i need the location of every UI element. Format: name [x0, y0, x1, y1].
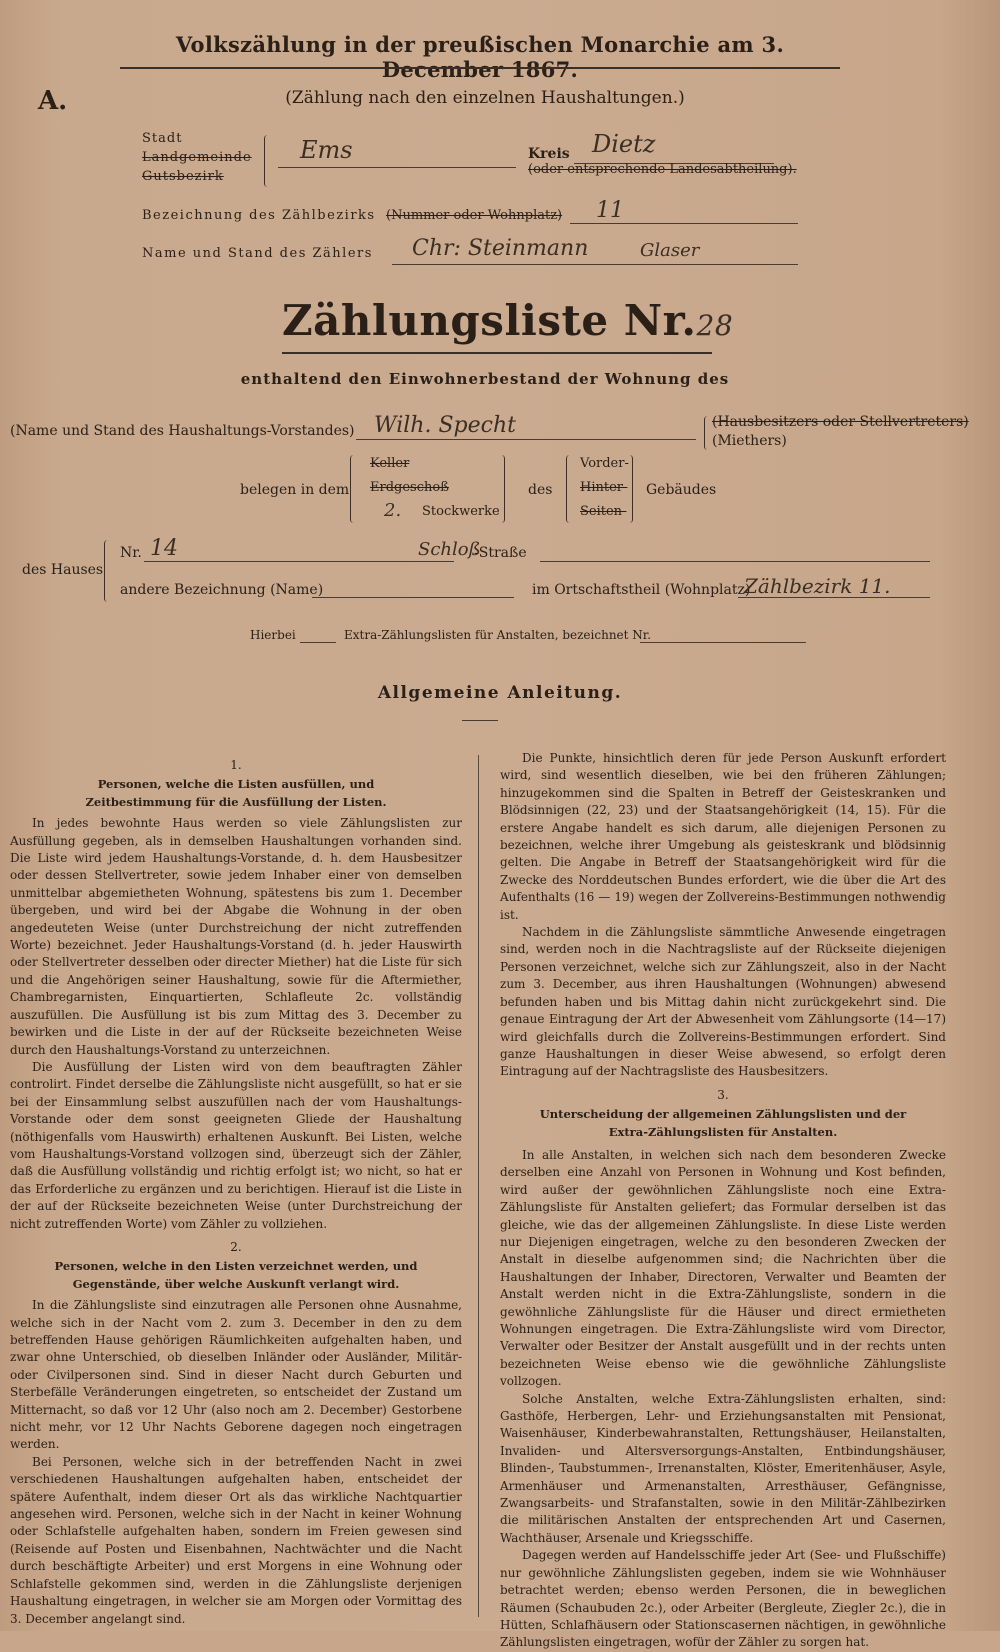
seiten-label: Seiten- — [580, 504, 627, 519]
zaehler-stand: Glaser — [640, 240, 700, 261]
keller-label: Keller — [370, 456, 410, 471]
stockwerk-value: 2. — [384, 500, 402, 521]
gebaeude-brace-right — [626, 455, 633, 523]
zaehler-label: Name und Stand des Zählers — [142, 246, 373, 261]
heading-underline — [462, 720, 498, 721]
andere-line — [312, 597, 514, 598]
landesabtheilung-label: (oder entsprechende Landesabtheilung). — [528, 162, 797, 177]
sec2-title: Personen, welche in den Listen verzeichnet werden, und Gegenstände, über welche Auskunft verlangt wird. — [54, 1259, 418, 1291]
col2-p2: Nachdem in die Zählungsliste sämmtliche Anwesende eingetragen sind, werden noch in die Nachtragsliste auf der Rückseite diejenigen Personen verzeichnet, welche sich zur Zählungszeit, also in der Nacht zum 3. December, aus ihren Haushaltungen (Wohnungen) abwesend befunden haben und bis Mittag dahin nicht zurückgekehrt sind. Die genaue Eintragung der Art der Abwesenheit vom Zählungsorte (14—17) wird gleichfalls durch die Zollvereins-Bestimmungen erfordert. Sind ganze Haushaltungen in dieser Weise abwesend, so erfolgt deren Eintragung auf der Nachtragsliste des Hausbesitzers. — [500, 925, 946, 1079]
gutsbezirk-label: Gutsbezirk — [142, 169, 224, 184]
sec3-num: 3. — [717, 1087, 729, 1102]
sec1-num: 1. — [230, 758, 242, 772]
list-number: 28 — [696, 309, 734, 342]
left-column — [10, 757, 462, 1628]
sec1-p1: In jedes bewohnte Haus werden so viele Zählungslisten zur Ausfüllung gegeben, als in demselben Haushaltungen vorhanden sind. Die Liste wird jedem Haushaltungs-Vorstande, d. h. dem Hausbesitzer oder dessen Stellvertreter, sowie jedem Inhaber einer von demselben unmittelbar abgemietheten Wohnung, spätestens bis zum 1. December übergeben, und wird bei der Abgabe die Wohnung in der oben angedeuteten Weise (unter Durchstreichung der nicht zutreffenden Worte) bezeichnet. Jeder Haushaltungs-Vorstand (d. h. jeder Hauswirth oder Stellvertreter desselben oder directer Miether) hat die Liste für sich und die Angehörigen seiner Haushaltung, sowie für die Aftermiether, Chambregarnisten, Einquartierten, Schlafleute 2c. vollständig auszufüllen. Die Ausfüllung ist bis zum Mittag des 3. December zu bewirken und die Liste in der auf der Rückseite bezeichneten Weise durch den Haushaltungs-Vorstand zu unterzeichnen. — [10, 816, 462, 1057]
stadt-brace — [264, 135, 271, 187]
hierbei-label: Hierbei — [250, 628, 296, 642]
belegen-label: belegen in dem — [240, 482, 350, 498]
strasse-line — [540, 561, 930, 562]
strasse-value: Schloß — [418, 539, 481, 560]
hauses-brace — [104, 540, 111, 602]
sec1-title: Personen, welche die Listen ausfüllen, und Zeitbestimmung für die Ausfüllung der Listen. — [85, 777, 387, 809]
vorder-label: Vorder- — [580, 456, 629, 471]
vorstand-value: Wilh. Specht — [374, 413, 516, 438]
sec2-p1: In die Zählungsliste sind einzutragen alle Personen ohne Ausnahme, welche sich in der Nacht vom 2. zum 3. December in den zu dem betreffenden Hause gehörigen Räumlichkeiten aufgehalten haben, und zwar ohne Unterschied, ob dieselben Inländer oder Ausländer, Militär- oder Civilpersonen sind. Sind in dieser Nacht durch Geburten und Sterbefälle Veränderungen eingetreten, so entscheidet der Zustand um Mitternacht, so daß vor 12 Uhr (also noch am 2. December) Gestorbene nicht mehr, vor 12 Uhr Nachts Geborene dagegen noch eingetragen werden. — [10, 1298, 462, 1452]
sec3-p3: Dagegen werden auf Handelsschiffe jeder Art (See- und Flußschiffe) nur gewöhnliche Zählungslisten gegeben, indem sie wie Wohnhäuser betrachtet werden; ebenso werden Personen, die in beweglichen Räumen (Schaubuden 2c.), oder Arbeiter (Bergleute, Ziegler 2c.), die in Hütten, Schlafhäusern oder Stationscasernen nächtigen, in gewöhnliche Zählungslisten eingetragen, wofür der Zähler zu sorgen hat. — [500, 1548, 946, 1650]
sec2-p2: Bei Personen, welche sich in der betreffenden Nacht in zwei verschiedenen Haushaltungen aufgehalten haben, entscheidet der spätere Aufenthalt, indem dieser Ort als das wirkliche Nachtquartier angesehen wird. Personen, welche sich in der Nacht in keiner Wohnung oder Schlafstelle aufgehalten haben, sondern im Freien gewesen sind (Reisende auf Posten und Eisenbahnen, Nachtwächter und die Nacht durch beschäftigte Arbeiter) und erst Morgens in eine Wohnung oder Schlafstelle gekommen sind, werden in die Zählungsliste derjenigen Haushaltung eingetragen, in welcher sie am Morgen oder Vormittag des 3. December angelangt sind. — [10, 1454, 462, 1626]
nr-label: Nr. — [120, 545, 142, 561]
ortschaft-label: im Ortschaftstheil (Wohnplatz) — [532, 582, 751, 598]
stadt-label: Stadt — [142, 131, 183, 146]
andere-label: andere Bezeichnung (Name) — [120, 582, 324, 598]
zaehler-value: Chr: Steinmann — [412, 236, 589, 261]
vorstand-brace — [704, 416, 711, 450]
vorstand-line — [356, 439, 696, 440]
form-title: Volkszählung in der preußischen Monarchie am 3. December 1867. — [175, 32, 785, 82]
sec1-p2: Die Ausfüllung der Listen wird von dem beauftragten Zähler controlirt. Findet derselbe die Zählungsliste nicht ausgefüllt, so hat er sie bei der Einsammlung selbst auszufüllen nach der vom Haushaltungs-Vorstande oder dem sonst geeigneten Gliede der Haushaltung (nöthigenfalls vom Hauswirth) erhaltenen Auskunft. Bei Listen, welche vom Haushaltungs-Vorstand vollzogen sind, überzeugt sich der Zähler, daß die Ausfüllung vollständig und richtig erfolgt ist; wo nicht, so hat er das Erforderliche zu ergänzen und zu berichtigen. Hierauf ist die Liste in der auf der Rückseite bezeichneten Weise (unter Durchstreichung der nicht zutreffenden Worte) vom Zähler zu vollziehen. — [10, 1059, 462, 1231]
sec3-p2: Solche Anstalten, welche Extra-Zählungslisten erhalten, sind: Gasthöfe, Herbergen, Lehr- und Erziehungsanstalten mit Pensionat, Waisenhäuser, Kinderbewahranstalten, Rettungshäuser, Heilanstalten, Invaliden- und Altersversorgungs-Anstalten, Entbindungshäuser, Blinden-, Taubstummen-, Irrenanstalten, Klöster, Emeritenhäuser, Asyle, Armenhäuser und Armenanstalten, Arresthäuser, Gefängnisse, Zwangsarbeits- und Strafanstalten, sowie in den Militär-Zählbezirken die militärischen Anstalten der entsprechenden Art und Casernen, Wachthäuser, Arsenale und Kriegsschiffe. — [500, 1391, 946, 1545]
nr-line — [144, 561, 454, 562]
col2-p1: Die Punkte, hinsichtlich deren für jede Person Auskunft erfordert wird, sind wesentlich dieselben, wie bei den früheren Zählungen; hinzugekommen sind die Spalten in Betreff der Geisteskranken und Blödsinnigen (22, 23) und der Staatsangehörigkeit (14, 15). Für die erstere Angabe handelt es sich darum, alle diejenigen Personen zu bezeichnen, welche ihrer Umgebung als geisteskrank und blödsinnig gelten. Die Angabe in Betreff der Staatsangehörigkeit wird für die Zwecke des Norddeutschen Bundes erfordert, wie die über die Art des Aufenthalts (16 — 19) wegen der Zollvereins-Bestimmungen nothwendig ist. — [500, 751, 946, 922]
kreis-label: Kreis — [528, 146, 570, 162]
nr-value: 14 — [150, 536, 178, 561]
stockwerk-brace-left — [350, 455, 357, 523]
des-hauses-label: des Hauses — [22, 562, 104, 578]
stadt-value: Ems — [300, 136, 353, 164]
form-subtitle: (Zählung nach den einzelnen Haushaltungen.) — [285, 88, 685, 108]
sec3-title: Unterscheidung der allgemeinen Zählungslisten und der Extra-Zählungslisten für Anstalten. — [539, 1107, 907, 1139]
extra-label: Extra-Zählungslisten für Anstalten, bezeichnet Nr. — [344, 628, 652, 642]
gebaeude-label: Gebäudes — [646, 482, 717, 498]
stadt-line — [278, 167, 516, 168]
gebaeude-brace-left — [566, 455, 573, 523]
extra-line — [640, 642, 806, 643]
vorstand-label: (Name und Stand des Haushaltungs-Vorstandes) — [10, 423, 355, 439]
hinter-label: Hinter- — [580, 480, 628, 495]
zaehler-line — [392, 264, 798, 265]
list-title — [282, 296, 733, 345]
des-label: des — [528, 482, 553, 498]
zaehlbezirk-strike: (Nummer oder Wohnplatz) — [386, 208, 563, 223]
hausbesitzer-label: (Hausbesitzers oder Stellvertreters) — [712, 414, 969, 430]
stockwerke-label: Stockwerke — [422, 504, 500, 519]
zaehlbezirk-label: Bezeichnung des Zählbezirks — [142, 208, 376, 223]
list-title-text: Zählungsliste Nr. — [282, 296, 697, 345]
landgemeinde-label: Landgemeinde — [142, 150, 252, 165]
zaehlbezirk-line — [570, 223, 798, 224]
hierbei-line — [300, 642, 336, 643]
instructions-heading: Allgemeine Anleitung. — [377, 683, 623, 703]
erdgeschoss-label: Erdgeschoß — [370, 480, 449, 495]
title-underline — [120, 67, 840, 69]
stockwerk-brace-right — [498, 455, 505, 523]
column-divider — [478, 755, 479, 1617]
right-column — [500, 750, 946, 1652]
list-title-underline — [282, 352, 712, 354]
ortschaft-value: Zählbezirk 11. — [744, 574, 891, 598]
list-subtitle: enthaltend den Einwohnerbestand der Wohnung des — [240, 370, 730, 388]
form-letter: A. — [38, 86, 68, 116]
strasse-label: -Straße — [474, 545, 527, 561]
kreis-value: Dietz — [592, 130, 656, 158]
ortschaft-line — [738, 597, 930, 598]
sec3-p1: In alle Anstalten, in welchen sich nach dem besonderen Zwecke derselben eine Anzahl von Personen in Wohnung und Kost befinden, wird außer der gewöhnlichen Zählungsliste noch eine Extra-Zählungsliste für Anstalten geliefert; das Formular derselben ist das gleiche, wie das der allgemeinen Zählungsliste. In diese Liste werden nur Diejenigen eingetragen, welche zu den besonderen Zwecken der Anstalt in dieselbe aufgenommen sind; die Nachrichten über die Haushaltungen der Inhaber, Directoren, Verwalter und Beamten der Anstalt werden nicht in die Extra-Zählungsliste, sondern in die gewöhnliche Zählungsliste für die Häuser und direct ermietheten Wohnungen eingetragen. Die Extra-Zählungsliste wird vom Director, Verwalter oder Besitzer der Anstalt ausgefüllt und in der rechts unten bezeichneten Weise ebenso wie die gewöhnliche Zählungsliste vollzogen. — [500, 1147, 946, 1389]
zaehlbezirk-value: 11 — [596, 198, 624, 223]
mieter-label: (Miethers) — [712, 433, 787, 449]
sec2-num: 2. — [230, 1239, 242, 1254]
